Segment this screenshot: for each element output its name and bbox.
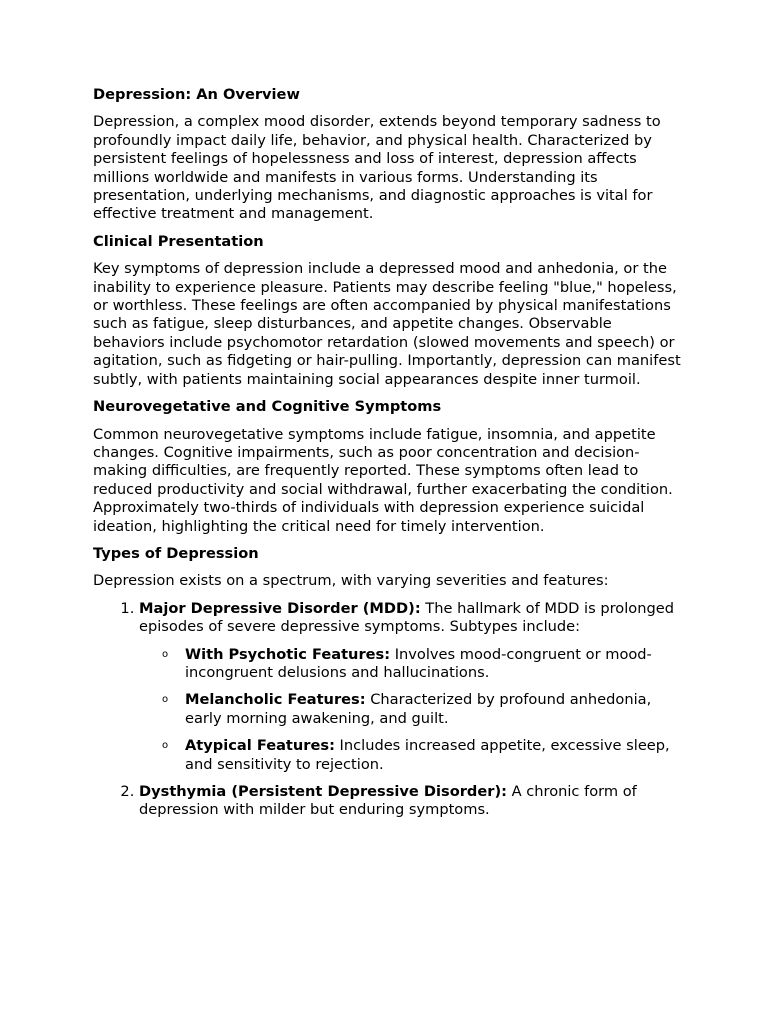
term-mdd: Major Depressive Disorder (MDD): [139, 599, 421, 617]
document-page [93, 86, 683, 829]
section-body-types: Depression exists on a spectrum, with varying severities and features: [93, 572, 609, 590]
term-atypical: Atypical Features: [185, 737, 335, 755]
list-item-mdd [139, 600, 683, 774]
text-atypical: Includes increased appetite, excessive sleep, and sensitivity to rejection. [185, 737, 670, 773]
list-item-dysthymia [139, 783, 683, 820]
mdd-subtypes-list [139, 646, 683, 774]
section-body-clinical-presentation: Key symptoms of depression include a depressed mood and anhedonia, or the inability to experience pleasure. Patients may describe feeling "blue," hopeless, or worthless. These feelings are often accompanied by physical manifestations such as fatigue, sleep disturbances, and appetite changes. Observable behaviors include psychomotor retardation (slowed movements and speech) or agitation, such as fidgeting or hair-pulling. Importantly, depression can manifest subtly, with patients maintaining social appearances despite inner turmoil. [93, 260, 681, 388]
section-heading-clinical-presentation: Clinical Presentation [93, 232, 264, 250]
text-psychotic: Involves mood-congruent or mood-incongruent delusions and hallucinations. [185, 645, 652, 681]
bullet-icon: o [162, 740, 169, 752]
text-melancholic: Characterized by profound anhedonia, early morning awakening, and guilt. [185, 691, 652, 727]
term-psychotic: With Psychotic Features: [185, 645, 391, 663]
section-body-neurovegetative: Common neurovegetative symptoms include fatigue, insomnia, and appetite changes. Cognitive impairments, such as poor concentration and decision-making difficulties, are frequently reported. These symptoms often lead to reduced productivity and social withdrawal, further exacerbating the condition. Approximately two-thirds of individuals with depression experience suicidal ideation, highlighting the critical need for timely intervention. [93, 425, 673, 535]
section-heading-neurovegetative: Neurovegetative and Cognitive Symptoms [93, 398, 442, 416]
text-dysthymia: A chronic form of depression with milder but enduring symptoms. [139, 783, 637, 819]
list-item-atypical [162, 737, 683, 774]
text-mdd: The hallmark of MDD is prolonged episodes of severe depressive symptoms. Subtypes include: [139, 599, 674, 636]
term-melancholic: Melancholic Features: [185, 691, 366, 709]
bullet-icon: o [162, 694, 169, 706]
bullet-icon: o [162, 648, 169, 660]
list-item-melancholic [162, 691, 683, 728]
section-heading-overview: Depression: An Overview [93, 86, 300, 103]
section-heading-types: Types of Depression [93, 544, 259, 562]
types-list [93, 600, 683, 820]
list-item-psychotic [162, 645, 683, 683]
section-body-overview: Depression, a complex mood disorder, extends beyond temporary sadness to profoundly impact daily life, behavior, and physical health. Characterized by persistent feelings of hopelessness and loss of interest, depression affects millions worldwide and manifests in various forms. Understanding its presentation, underlying mechanisms, and diagnostic approaches is vital for effective treatment and management. [93, 113, 661, 223]
term-dysthymia: Dysthymia (Persistent Depressive Disorder): [139, 783, 507, 800]
